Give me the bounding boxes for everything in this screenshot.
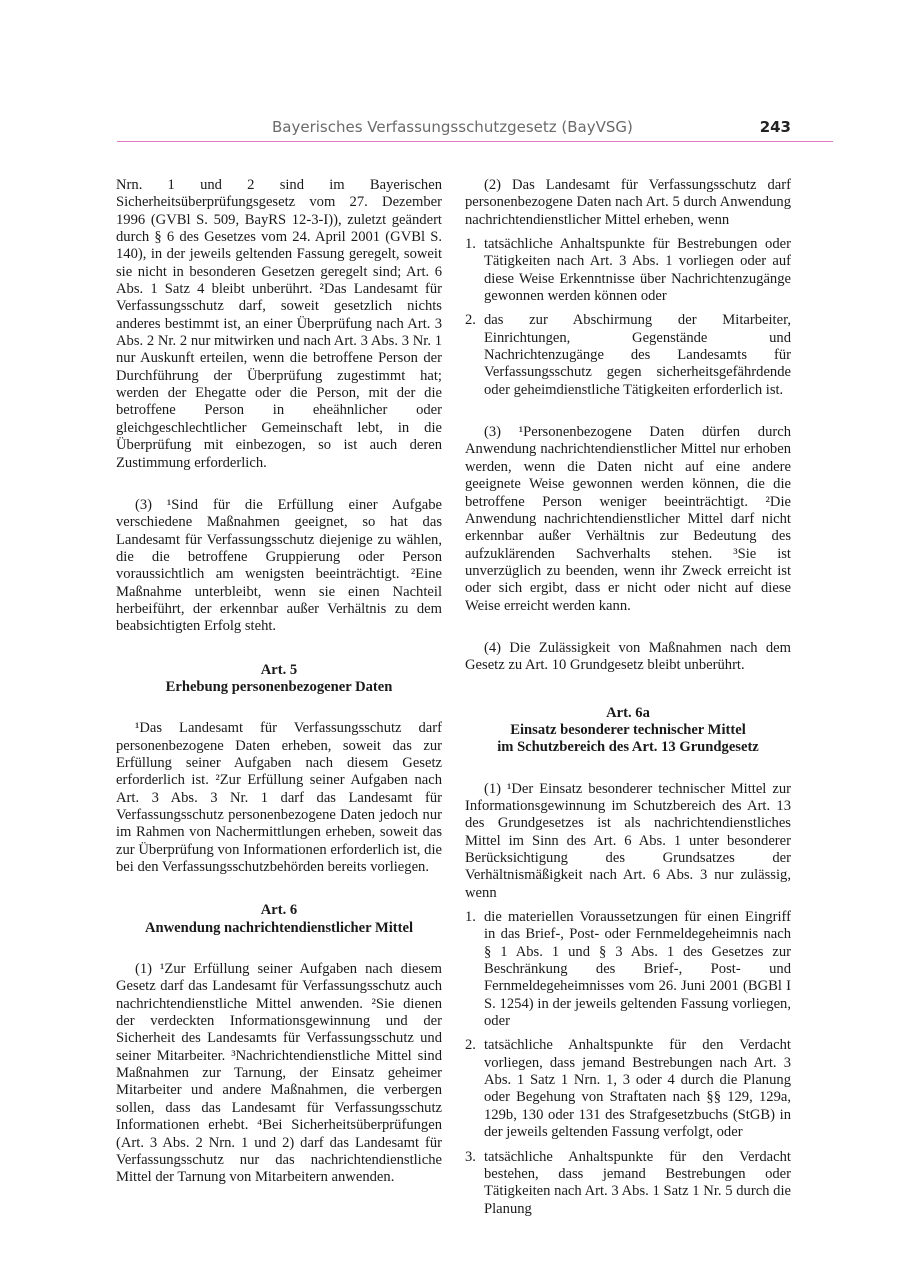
paragraph: (2) Das Landesamt für Verfassungsschutz darf personenbezogene Daten nach Art. 5 durch Anwendung nachrichtendienstlicher Mittel erheben, wenn — [465, 177, 791, 228]
numbered-list — [465, 236, 791, 399]
article-heading-6 — [116, 902, 442, 937]
list-number: 2. — [465, 312, 476, 329]
left-column — [116, 177, 442, 1212]
running-header — [117, 116, 833, 142]
paragraph: (1) ¹Der Einsatz besonderer technischer Mittel zur Informationsgewinnung im Schutzbereich des Art. 13 des Grundgesetzes ist als nachrichtendienstliches Mittel im Sinn des Art. 6 Abs. 1 unter besonderer Berücksichtigung des Grundsatzes der Verhältnismäßigkeit nach Art. 6 Abs. 3 nur zulässig, wenn — [465, 780, 791, 901]
article-number: Art. 5 — [260, 661, 298, 678]
list-text: die materiellen Voraussetzungen für einen Eingriff in das Brief-, Post- oder Fernmeldegeheimnis nach § 1 Abs. 1 und § 3 Abs. 1 des Gesetzes zur Beschränkung des Brief-, Post- und Fernmeldegeheimnisses vom 26. Juni 2001 (BGBl I S. 1254) in der jeweils geltenden Fassung vorliegen, oder — [484, 909, 791, 1030]
article-heading-5 — [116, 662, 442, 697]
paragraph: Nrn. 1 und 2 sind im Bayerischen Sicherheitsüberprüfungsgesetz vom 27. Dezember 1996 (GVBl S. 509, BayRS 12-3-I)), zuletzt geändert durch § 6 des Gesetzes vom 24. April 2001 (GVBl S. 140), in der jeweils geltenden Fassung geregelt, soweit sie nicht in besonderen Gesetzen geregelt sind; Art. 6 Abs. 1 Satz 4 bleibt unberührt. ²Das Landesamt für Verfassungsschutz darf, soweit gesetzlich nichts anderes bestimmt ist, an einer Überprüfung nach Art. 3 Abs. 2 Nr. 2 nur mitwirken und nach Art. 3 Abs. 3 Nr. 1 nur Auskunft erteilen, wenn die betroffene Person der Durchführung der Überprüfung zugestimmt hat; werden der Ehegatte oder die Person, mit der die betroffene Person in eheähnlicher oder gleichgeschlechtlicher Gemeinschaft lebt, in die Überprüfung mit einbezogen, so ist auch deren Zustimmung erforderlich. — [116, 177, 442, 471]
header-title: Bayerisches Verfassungsschutzgesetz (BayVSG) — [272, 118, 633, 136]
list-item — [465, 1037, 791, 1141]
article-number: Art. 6 — [260, 902, 298, 919]
article-number: Art. 6a — [606, 704, 650, 721]
right-column — [465, 177, 791, 1225]
article-title: Erhebung personenbezogener Daten — [165, 678, 393, 695]
list-item — [465, 1149, 791, 1218]
list-text: tatsächliche Anhaltspunkte für Bestrebungen oder Tätigkeiten nach Art. 3 Abs. 1 vorliegen oder auf diese Weise Erkenntnisse über Nachrichtenzugänge gewonnen werden können oder — [484, 236, 791, 305]
article-heading-6a — [465, 705, 791, 757]
list-item — [465, 236, 791, 305]
article-title: im Schutzbereich des Art. 13 Grundgesetz — [497, 739, 759, 756]
list-item — [465, 909, 791, 1030]
article-title: Einsatz besonderer technischer Mittel — [510, 721, 746, 738]
paragraph: ¹Das Landesamt für Verfassungsschutz darf personenbezogene Daten erheben, soweit das zur Erfüllung seiner Aufgaben nach diesem Gesetz erforderlich ist. ²Zur Erfüllung seiner Aufgaben nach Art. 3 Abs. 3 Nr. 1 darf das Landesamt für Verfassungsschutz personenbezogene Daten jedoch nur im Rahmen von Nachermittlungen erheben, soweit das zur Überprüfung von Informationen erforderlich ist, die bei den Verfassungsschutzbehörden bereits vorliegen. — [116, 720, 442, 876]
list-number: 2. — [465, 1037, 476, 1054]
list-text: das zur Abschirmung der Mitarbeiter, Einrichtungen, Gegenstände und Nachrichtenzugänge des Landesamts für Verfassungsschutz gegen sicherheitsgefährdende oder geheimdienstliche Tätigkeiten erforderlich ist. — [484, 312, 791, 398]
paragraph: (3) ¹Personenbezogene Daten dürfen durch Anwendung nachrichtendienstlicher Mittel nur erhoben werden, wenn die Daten nicht auf eine andere geeignete Weise gewonnen werden können, die die betroffene Person weniger beeinträchtigt. ²Die Anwendung nachrichtendienstlicher Mittel darf nicht erkennbar außer Verhältnis zur Bedeutung des aufzuklärenden Sachverhalts stehen. ³Sie ist unverzüglich zu beenden, wenn ihr Zweck erreicht ist oder sich ergibt, dass er nicht oder nicht auf diese Weise erreicht werden kann. — [465, 424, 791, 614]
list-number: 1. — [465, 236, 476, 253]
article-title: Anwendung nachrichtendienstlicher Mittel — [144, 919, 414, 936]
page-number: 243 — [759, 118, 791, 136]
paragraph: (3) ¹Sind für die Erfüllung einer Aufgabe verschiedene Maßnahmen geeignet, so hat das Landesamt für Verfassungsschutz diejenige zu wählen, die die betroffene Gruppierung oder Person voraussichtlich am wenigsten beeinträchtigt. ²Eine Maßnahme unterbleibt, wenn sie einen Nachteil herbeiführt, der erkennbar außer Verhältnis zu dem beabsichtigten Erfolg steht. — [116, 496, 442, 635]
paragraph: (4) Die Zulässigkeit von Maßnahmen nach dem Gesetz zu Art. 10 Grundgesetz bleibt unberührt. — [465, 639, 791, 674]
list-text: tatsächliche Anhaltspunkte für den Verdacht bestehen, dass jemand Bestrebungen oder Tätigkeiten nach Art. 3 Abs. 1 Satz 1 Nr. 5 durch die Planung — [484, 1148, 791, 1217]
list-item — [465, 312, 791, 399]
list-number: 3. — [465, 1148, 476, 1165]
list-text: tatsächliche Anhaltspunkte für den Verdacht vorliegen, dass jemand Bestrebungen nach Art. 3 Abs. 1 Satz 1 Nrn. 1, 3 oder 4 durch die Planung oder Begehung von Straftaten nach §§ 129, 129a, 129b, 130 oder 131 des Strafgesetzbuchs (StGB) in der jeweils geltenden Fassung verfolgt, oder — [484, 1037, 791, 1141]
paragraph: (1) ¹Zur Erfüllung seiner Aufgaben nach diesem Gesetz darf das Landesamt für Verfassungsschutz auch nachrichtendienstliche Mittel anwenden. ²Sie dienen der verdeckten Informationsgewinnung und der Sicherheit des Landesamts für Verfassungsschutz und seiner Mitarbeiter. ³Nachrichtendienstliche Mittel sind Maßnahmen zur Tarnung, der Einsatz geheimer Mitarbeiter und andere Maßnahmen, die verbergen sollen, dass das Landesamt für Verfassungsschutz Informationen erhebt. ⁴Bei Sicherheitsüberprüfungen (Art. 3 Abs. 2 Nrn. 1 und 2) darf das Landesamt für Verfassungsschutz nur das nachrichtendienstliche Mittel der Tarnung von Mitarbeitern anwenden. — [116, 961, 442, 1186]
list-number: 1. — [465, 909, 476, 926]
numbered-list — [465, 909, 791, 1218]
